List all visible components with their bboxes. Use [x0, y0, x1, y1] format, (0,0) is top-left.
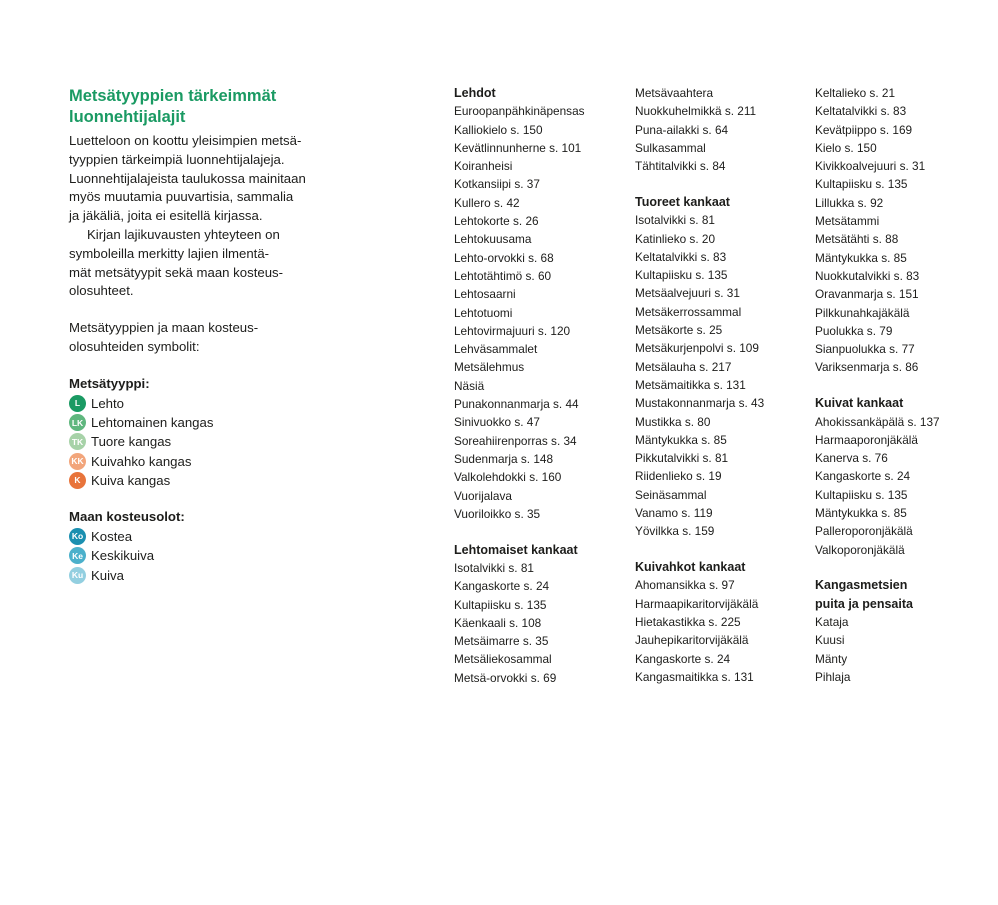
section-heading: Kuivahkot kankaat: [635, 560, 746, 575]
species-item: Metsälauha s. 217: [635, 359, 732, 374]
species-list: [815, 84, 990, 686]
species-item: Metsä-orvokki s. 69: [454, 670, 557, 685]
species-item: Mustikka s. 80: [635, 414, 711, 429]
legend-label: Kuivahko kangas: [91, 453, 192, 469]
legend-item-lehtomainen-kangas: [69, 413, 334, 432]
species-item: Käenkaali s. 108: [454, 615, 542, 630]
list-spacer: [454, 523, 629, 541]
moisture-symbol-icon: Ke: [69, 547, 86, 564]
species-item: Ahomansikka s. 97: [635, 578, 735, 593]
species-item: Harmaaporonjäkälä: [815, 432, 918, 447]
species-item: Lehtosaarni: [454, 287, 516, 302]
legend-item-kuiva: [69, 565, 334, 584]
species-item: Kevätpiippo s. 169: [815, 122, 913, 137]
legend-label: Kuiva kangas: [91, 472, 171, 488]
species-item: Kullero s. 42: [454, 195, 520, 210]
section-heading: Lehdot: [454, 86, 496, 100]
species-item: Mänty: [815, 651, 848, 666]
text-line: ja jäkäliä, joita ei esitellä kirjassa.: [69, 208, 263, 224]
text-line: Metsätyyppien ja maan kosteus-: [69, 320, 259, 336]
species-item: Kivikkoalvejuuri s. 31: [815, 159, 926, 174]
species-item: Keltatalvikki s. 83: [635, 249, 727, 264]
species-item: Variksenmarja s. 86: [815, 360, 919, 375]
species-item: Näsiä: [454, 378, 485, 393]
species-item: Kalliokielo s. 150: [454, 122, 543, 137]
forest-type-symbol-icon: LK: [69, 414, 86, 431]
species-item: Pihlaja: [815, 669, 851, 684]
species-item: Metsämaitikka s. 131: [635, 377, 746, 392]
species-item: Sudenmarja s. 148: [454, 451, 554, 466]
species-item: Harmaapikaritorvijäkälä: [635, 596, 759, 611]
species-item: Seinäsammal: [635, 487, 707, 502]
section-heading: Kuivat kankaat: [815, 396, 904, 411]
species-item: Metsäimarre s. 35: [454, 634, 549, 649]
section-heading: Tuoreet kankaat: [635, 194, 730, 209]
species-item: Soreahiirenporras s. 34: [454, 433, 577, 448]
species-item: Lehväsammalet: [454, 342, 538, 357]
species-item: Kultapiisku s. 135: [815, 177, 908, 192]
species-item: Vuorijalava: [454, 488, 512, 503]
section-heading: Lehtomaiset kankaat: [454, 542, 578, 557]
species-item: Kuusi: [815, 633, 845, 648]
title-line: luonnehtijalajit: [69, 108, 186, 126]
intro-paragraph: [69, 132, 334, 226]
species-item: Jauhepikaritorvijäkälä: [635, 633, 749, 648]
section-heading: Kangasmetsien: [815, 578, 908, 593]
species-item: Valkoporonjäkälä: [815, 542, 905, 557]
species-item: Pikkutalvikki s. 81: [635, 451, 729, 466]
species-item: Lehtovirmajuuri s. 120: [454, 323, 571, 338]
species-item: Metsäliekosammal: [454, 652, 552, 667]
species-item: Metsävaahtera: [635, 86, 714, 100]
page-title: [69, 86, 334, 128]
species-item: Riidenlieko s. 19: [635, 469, 722, 484]
species-item: Metsäalvejuuri s. 31: [635, 286, 740, 301]
species-item: Sianpuolukka s. 77: [815, 342, 915, 357]
forest-type-legend: [69, 394, 334, 490]
species-item: Mäntykukka s. 85: [635, 432, 727, 447]
text-line: olosuhteiden symbolit:: [69, 338, 200, 354]
species-item: Metsäkurjenpolvi s. 109: [635, 341, 759, 356]
species-item: Puna-ailakki s. 64: [635, 122, 729, 137]
legend-item-keskikuiva: [69, 546, 334, 565]
text-line: mät metsätyypit sekä maan kosteus-: [69, 264, 284, 280]
species-item: Metsäkerrossammal: [635, 304, 742, 319]
species-item: Yövilkka s. 159: [635, 524, 715, 539]
moisture-symbol-icon: Ku: [69, 567, 86, 584]
moisture-legend-title: Maan kosteusolot:: [69, 509, 185, 525]
species-item: Kangaskorte s. 24: [815, 469, 911, 484]
species-item: Kultapiisku s. 135: [454, 597, 547, 612]
legend-item-lehto: [69, 394, 334, 413]
species-list: [454, 84, 629, 687]
legend-label: Kostea: [91, 528, 133, 544]
species-item: Mäntykukka s. 85: [815, 506, 907, 521]
species-item: Katinlieko s. 20: [635, 231, 716, 246]
species-item: Oravanmarja s. 151: [815, 287, 919, 302]
species-item: Sinivuokko s. 47: [454, 415, 540, 430]
species-item: Metsätähti s. 88: [815, 232, 899, 247]
species-item: Metsäkorte s. 25: [635, 323, 723, 338]
species-item: Vanamo s. 119: [635, 506, 713, 521]
species-item: Nuokkutalvikki s. 83: [815, 268, 920, 283]
legend-item-kuivahko-kangas: [69, 451, 334, 470]
species-item: Keltalieko s. 21: [815, 86, 896, 100]
species-item: Kanerva s. 76: [815, 451, 888, 466]
symbols-paragraph: [69, 226, 334, 301]
species-column: [454, 84, 629, 687]
species-item: Nuokkuhelmikkä s. 211: [635, 104, 757, 119]
species-item: Isotalvikki s. 81: [635, 213, 715, 228]
list-spacer: [815, 559, 990, 577]
species-item: Lehtotuomi: [454, 305, 513, 320]
text-line: symboleilla merkitty lajien ilmentä-: [69, 245, 270, 261]
species-item: Kotkansiipi s. 37: [454, 177, 540, 192]
species-item: Punakonnanmarja s. 44: [454, 397, 579, 412]
species-item: Euroopanpähkinäpensas: [454, 104, 585, 119]
legend-label: Keskikuiva: [91, 548, 155, 564]
moisture-symbol-icon: Ko: [69, 528, 86, 545]
text-line: olosuhteet.: [69, 283, 134, 299]
species-item: Lehtokorte s. 26: [454, 214, 539, 229]
legend-label: Kuiva: [91, 567, 124, 583]
intro-section: [69, 86, 334, 585]
species-item: Kevätlinnunherne s. 101: [454, 140, 582, 155]
species-item: Lehtokuusama: [454, 232, 532, 247]
legend-label: Tuore kangas: [91, 434, 172, 450]
species-item: Koiranheisi: [454, 159, 513, 174]
forest-type-symbol-icon: KK: [69, 453, 86, 470]
species-item: Sulkasammal: [635, 140, 706, 155]
species-item: Mustakonnanmarja s. 43: [635, 396, 765, 411]
species-column: [815, 84, 990, 686]
species-item: Kultapiisku s. 135: [635, 268, 728, 283]
forest-type-legend-title: Metsätyyppi:: [69, 375, 150, 391]
list-spacer: [635, 175, 810, 193]
species-item: Valkolehdokki s. 160: [454, 470, 562, 485]
species-item: Ahokissankäpälä s. 137: [815, 414, 940, 429]
species-item: Kataja: [815, 615, 849, 630]
list-spacer: [635, 541, 810, 559]
forest-type-symbol-icon: TK: [69, 433, 86, 450]
species-item: Isotalvikki s. 81: [454, 560, 534, 575]
list-spacer: [815, 377, 990, 395]
species-item: Mäntykukka s. 85: [815, 250, 907, 265]
species-item: Palleroporonjäkälä: [815, 524, 913, 539]
legend-item-kuiva-kangas: [69, 471, 334, 490]
text-line: Luetteloon on koottu yleisimpien metsä-: [69, 133, 302, 148]
forest-type-symbol-icon: L: [69, 395, 86, 412]
moisture-legend: [69, 527, 334, 585]
species-item: Pilkkunahkajäkälä: [815, 305, 910, 320]
forest-type-symbol-icon: K: [69, 472, 86, 489]
species-item: Hietakastikka s. 225: [635, 615, 741, 630]
species-item: Keltatalvikki s. 83: [815, 104, 907, 119]
symbols-intro: [69, 319, 334, 357]
species-item: Lehtotähtimö s. 60: [454, 268, 552, 283]
legend-label: Lehtomainen kangas: [91, 415, 214, 430]
species-item: Tähtitalvikki s. 84: [635, 159, 726, 174]
species-item: Lehto-orvokki s. 68: [454, 250, 554, 265]
species-item: Metsätammi: [815, 214, 880, 229]
species-item: Kultapiisku s. 135: [815, 487, 908, 502]
legend-item-kostea: [69, 527, 334, 546]
section-heading: puita ja pensaita: [815, 596, 913, 611]
legend-label: Lehto: [91, 395, 125, 411]
species-item: Lillukka s. 92: [815, 195, 884, 210]
species-item: Kangaskorte s. 24: [635, 651, 731, 666]
species-item: Metsälehmus: [454, 360, 525, 375]
text-line: myös muutamia puuvartisia, sammalia: [69, 189, 294, 205]
text-line: Kirjan lajikuvausten yhteyteen on: [87, 226, 280, 242]
species-item: Vuoriloikko s. 35: [454, 506, 541, 521]
species-item: Kangaskorte s. 24: [454, 579, 550, 594]
species-item: Puolukka s. 79: [815, 323, 893, 338]
species-list: [635, 84, 810, 686]
species-item: Kangasmaitikka s. 131: [635, 669, 754, 684]
text-line: tyyppien tärkeimpiä luonnehtijalajeja.: [69, 151, 285, 167]
title-line: Metsätyyppien tärkeimmät: [69, 87, 277, 105]
text-line: Luonnehtijalajeista taulukossa mainitaan: [69, 170, 306, 186]
species-column: [635, 84, 810, 686]
legend-item-tuore-kangas: [69, 432, 334, 451]
species-item: Kielo s. 150: [815, 140, 877, 155]
